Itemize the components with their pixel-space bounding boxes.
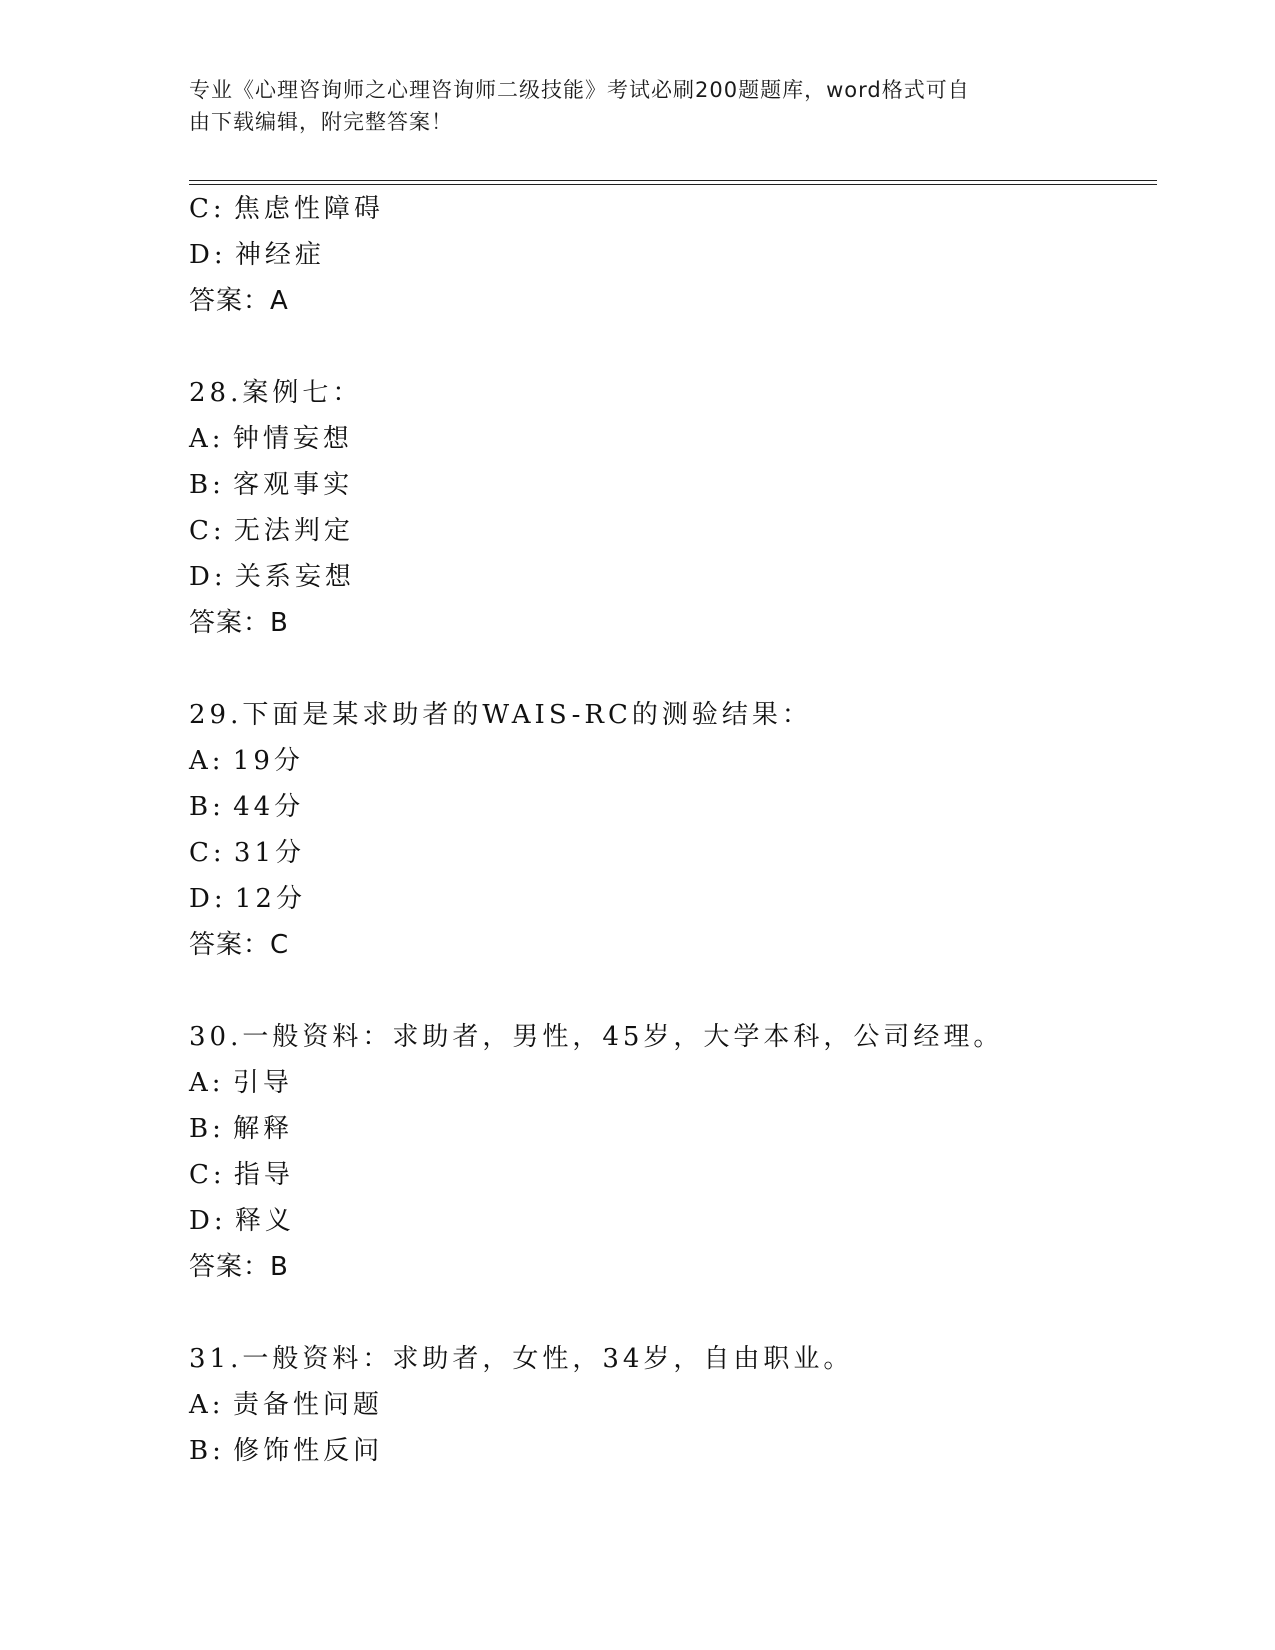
- spacer: [189, 646, 1157, 692]
- option-label: A:: [189, 1390, 225, 1420]
- spacer: [189, 1290, 1157, 1336]
- option-text: 焦虑性障碍: [233, 194, 384, 224]
- question-list: [189, 186, 1157, 1474]
- option-label: B:: [189, 1436, 225, 1466]
- header-divider-top: [189, 180, 1157, 181]
- question-stem: 31.一般资料：求助者，女性，34岁，自由职业。: [189, 1344, 854, 1374]
- option-a: [189, 1382, 1157, 1428]
- option-b: [189, 1106, 1157, 1152]
- option-text: 修饰性反问: [233, 1436, 384, 1466]
- option-b: [189, 1428, 1157, 1474]
- option-c: [189, 830, 1157, 876]
- option-label: C:: [189, 838, 226, 868]
- option-label: B:: [189, 792, 225, 822]
- option-text: 关系妄想: [234, 562, 355, 592]
- option-a: [189, 416, 1157, 462]
- option-text: 神经症: [234, 240, 325, 270]
- option-text: 钟情妄想: [232, 424, 353, 454]
- option-d: [189, 876, 1157, 922]
- option-b: [189, 462, 1157, 508]
- option-a: [189, 1060, 1157, 1106]
- option-text: 指导: [233, 1160, 294, 1190]
- option-b: [189, 784, 1157, 830]
- option-c: [189, 508, 1157, 554]
- option-label: C:: [189, 194, 226, 224]
- option-label: A:: [189, 1068, 225, 1098]
- option-d: [189, 1198, 1157, 1244]
- option-text: 44分: [233, 792, 305, 822]
- question-stem: 30.一般资料：求助者，男性，45岁，大学本科，公司经理。: [189, 1022, 1004, 1052]
- option-label: C:: [189, 516, 226, 546]
- option-text: 解释: [233, 1114, 294, 1144]
- option-text: 19分: [232, 746, 304, 776]
- answer-line: 答案：B: [189, 608, 289, 638]
- option-label: A:: [189, 746, 225, 776]
- option-text: 12分: [234, 884, 306, 914]
- header-line-2: 由下载编辑，附完整答案！: [189, 110, 453, 134]
- question-stem: 29.下面是某求助者的WAIS-RC的测验结果：: [189, 700, 812, 730]
- option-label: B:: [189, 1114, 225, 1144]
- option-text: 无法判定: [233, 516, 354, 546]
- spacer: [189, 324, 1157, 370]
- option-label: D:: [189, 562, 227, 592]
- spacer: [189, 968, 1157, 1014]
- option-label: A:: [189, 424, 225, 454]
- option-c: [189, 186, 1157, 232]
- answer-line: 答案：B: [189, 1252, 289, 1282]
- option-text: 释义: [234, 1206, 295, 1236]
- header-divider-bottom: [189, 184, 1157, 185]
- option-label: C:: [189, 1160, 226, 1190]
- option-label: D:: [189, 240, 227, 270]
- option-label: B:: [189, 470, 225, 500]
- option-d: [189, 554, 1157, 600]
- option-label: D:: [189, 1206, 227, 1236]
- option-text: 引导: [232, 1068, 293, 1098]
- option-text: 责备性问题: [232, 1390, 383, 1420]
- option-a: [189, 738, 1157, 784]
- document-header: [189, 74, 1069, 138]
- option-d: [189, 232, 1157, 278]
- answer-line: 答案：A: [189, 286, 289, 316]
- option-label: D:: [189, 884, 227, 914]
- question-stem: 28.案例七：: [189, 378, 363, 408]
- option-text: 客观事实: [233, 470, 354, 500]
- option-c: [189, 1152, 1157, 1198]
- header-line-1: 专业《心理咨询师之心理咨询师二级技能》考试必刷200题题库，word格式可自: [189, 78, 970, 102]
- option-text: 31分: [233, 838, 306, 868]
- answer-line: 答案：C: [189, 930, 290, 960]
